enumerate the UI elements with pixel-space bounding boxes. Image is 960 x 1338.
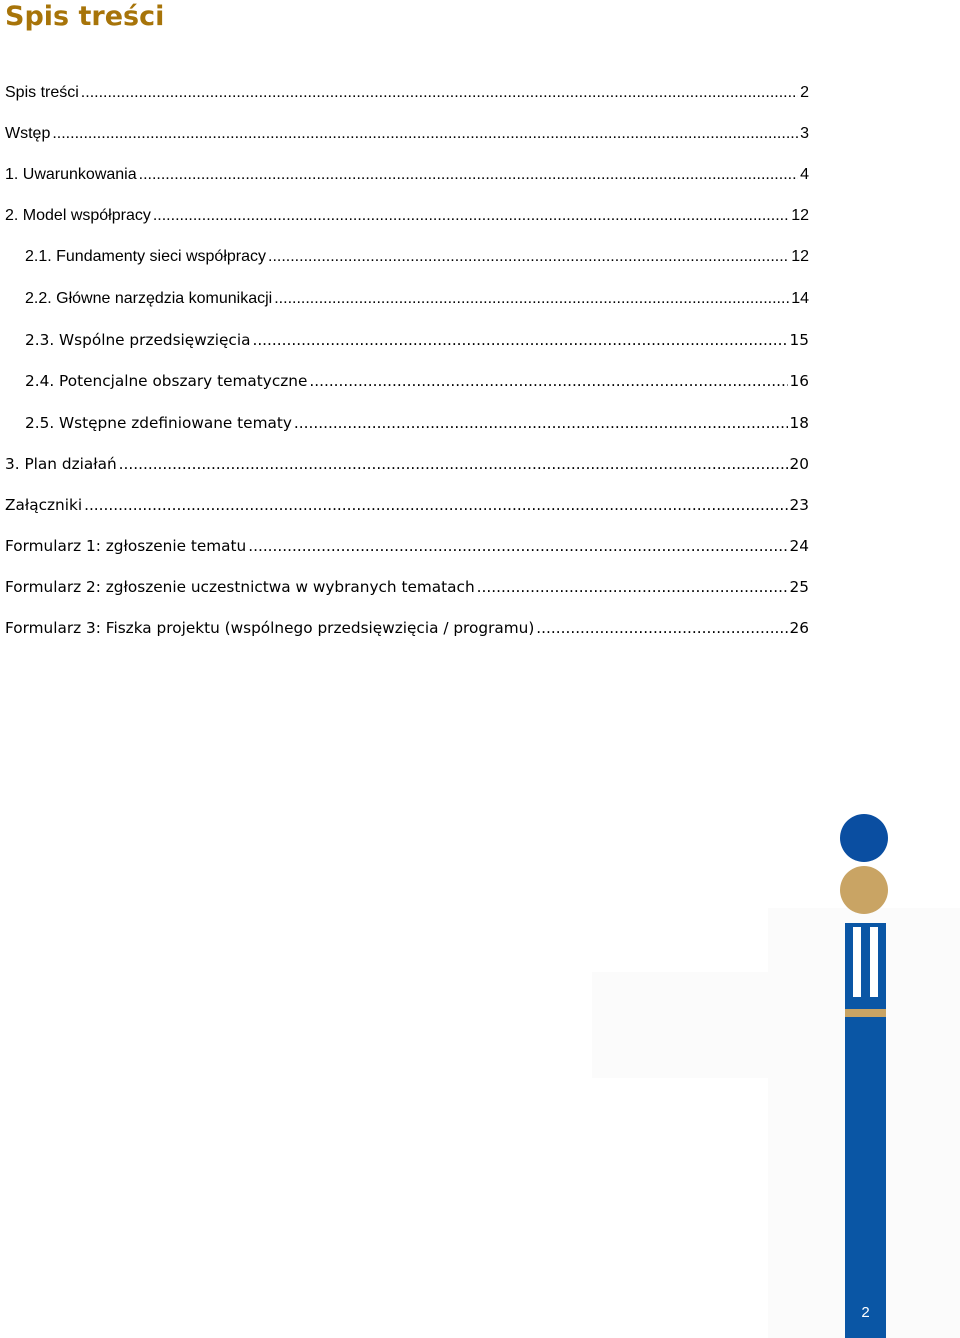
toc-entry[interactable] [5,534,809,558]
page-title: Spis treści [5,1,165,32]
toc-leader-dots [252,328,787,352]
toc-entry[interactable] [5,575,809,599]
toc-entry-page: 3 [800,125,809,142]
toc-entry-label: Formularz 2: zgłoszenie uczestnictwa w wybranych tematach [5,578,475,596]
toc-entry-page: 12 [791,207,809,224]
toc-leader-dots [139,163,798,187]
toc-entry[interactable] [5,204,809,228]
toc-leader-dots [268,245,789,269]
toc-entry[interactable] [25,328,809,352]
toc-entry-label: 2.1. Fundamenty sieci współpracy [25,248,266,265]
toc-entry-page: 26 [789,619,809,637]
toc-entry-label: Wstęp [5,125,51,142]
toc-entry-label: 2.3. Wspólne przedsięwzięcia [25,331,251,349]
page-number: 2 [861,1304,870,1321]
brand-circle-gold [840,866,888,914]
toc-entry-label: Załączniki [5,496,83,514]
toc-entry-page: 15 [789,331,809,349]
toc-entry-page: 16 [789,372,809,390]
toc-entry-label: 1. Uwarunkowania [5,166,137,183]
toc-entry-label: 2.5. Wstępne zdefiniowane tematy [25,414,292,432]
toc-entry-label: Spis treści [5,84,79,101]
toc-leader-dots [119,452,788,476]
toc-entry-page: 12 [791,248,809,265]
toc-leader-dots [477,575,788,599]
pillar-gold-band [845,1009,886,1017]
toc-entry[interactable] [25,287,809,311]
toc-entry-label: 2. Model współpracy [5,207,151,224]
toc-entry-label: Formularz 3: Fiszka projektu (wspólnego przedsięwzięcia / programu) [5,619,535,637]
toc-leader-dots [81,81,798,105]
toc-leader-dots [84,493,787,517]
toc-entry[interactable] [25,369,809,393]
toc-entry-page: 14 [791,290,809,307]
pillar-slot [853,927,861,997]
toc-entry[interactable] [5,163,809,187]
toc-entry-label: 2.2. Główne narzędzia komunikacji [25,290,273,307]
background-panel [592,972,768,1078]
pillar-slot [870,927,878,997]
toc-entry-page: 2 [800,84,809,101]
toc-entry-page: 20 [789,455,809,473]
toc-entry[interactable] [5,493,809,517]
toc-entry-page: 23 [789,496,809,514]
toc-entry[interactable] [5,122,809,146]
toc-entry[interactable] [25,245,809,269]
toc-leader-dots [536,616,787,640]
toc-leader-dots [274,287,789,311]
toc-leader-dots [309,369,787,393]
toc-entry-label: 3. Plan działań [5,455,117,473]
toc-entry-page: 4 [800,166,809,183]
toc-leader-dots [52,122,798,146]
brand-pillar-logo [845,923,886,1338]
toc-entry-label: Formularz 1: zgłoszenie tematu [5,537,247,555]
toc-entry-page: 25 [789,578,809,596]
toc-entry[interactable] [5,616,809,640]
toc-entry-page: 24 [789,537,809,555]
toc-entry-label: 2.4. Potencjalne obszary tematyczne [25,372,308,390]
toc-entry[interactable] [5,452,809,476]
toc-leader-dots [153,204,789,228]
toc-entry-page: 18 [789,414,809,432]
toc-leader-dots [294,411,788,435]
toc-entry[interactable] [5,81,809,105]
toc-leader-dots [248,534,787,558]
brand-circle-blue [840,814,888,862]
toc-entry[interactable] [25,411,809,435]
